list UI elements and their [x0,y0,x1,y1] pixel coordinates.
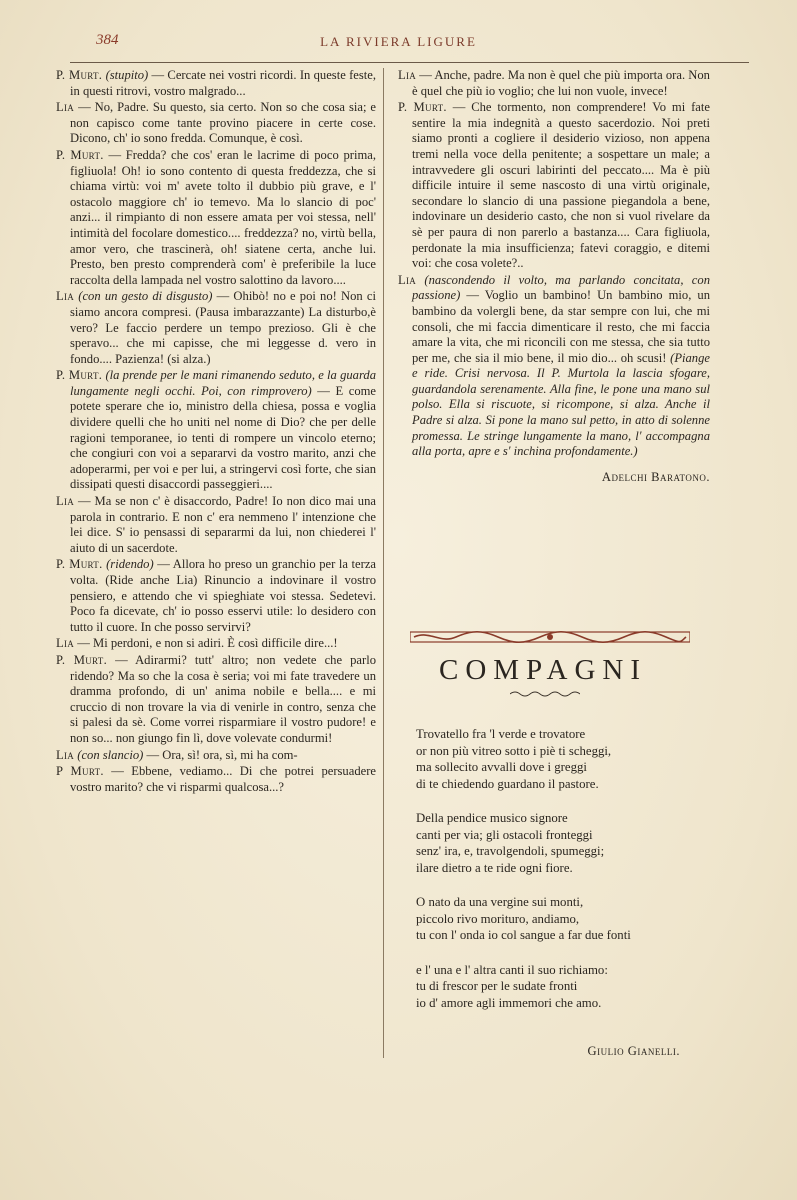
speech-block [56,557,376,635]
speech-block [56,100,376,147]
speech-text: — Ora, sì! ora, sì, mi ha com- [146,747,298,762]
speech-text: — No, Padre. Su questo, sia certo. Non so che cosa sia; e non capisco come tante provino piacere in certe cose. Dicono, ch' io sono fredda. Comunque, è così. [70,100,376,146]
speech-text: — Voglio un bambino! Un bambino mio, un bambino da volergli bene, da star sempre con lui, che mi consoli, che mi faccia dimenticare il resto, che mi faccia amare la vita, che mi riconcili con me stessa, che sia tutto per me, che sia il mio bene, il mio dio... oh scusi! [412,288,710,365]
ornament-band [410,628,690,646]
stage-direction: (la prende per le mani rimanendo seduto, e la guarda lungamente negli occhi. Poi, con rimprovero) [70,368,376,398]
speaker-name: P. Murt. [56,147,104,162]
speech-text: — Anche, padre. Ma non è quel che più importa ora. Non è quel che più io voglio; che lui non vuole, invece! [412,68,710,98]
speaker-name: P. Murt. [56,68,103,82]
page-header [40,32,757,54]
speech-block [56,653,376,747]
speech-text: — Allora ho preso un granchio per la terza volta. (Ride anche Lia) Rinuncio a indovinare il vostro pensiero, e attendo che vi spieghiate voi stessa. Sedetevi. Poco fa dicevate, ch' io posso esservi utile: lo desidero con tutto il cuore. In che posso servirvi? [70,557,376,634]
stage-direction: (ridendo) [106,557,154,572]
speech-text: — Fredda? che cos' eran le lacrime di poco prima, figliuola! Oh! io sono contento di questa freddezza, che si chiama virtù: voi m' avete tolto il dubbio più grave, e l' ostacolo maggiore ch' io temevo. Ma lo slancio di poc' anzi... il rimpianto di non essere amata per voi stessa, nell' intimità del focolare domestico.... freddezza? no, virtù bella, amor vero, che trascinerà, oh! siatene certa, anche lui. Presto, ben presto comprenderà com' è preferibile la luce raccolta della lampada nel vostro salottino da lavoro.... [70,147,376,287]
speaker-name: P. Murt. [398,100,447,115]
speaker-name: Lia [398,272,417,287]
poem-line: tu di frescor per le sudate fronti [416,979,578,993]
poem-line: senz' ira, e, travolgendoli, spumeggi; [416,844,605,858]
poem-line: ilare dietro a te ride ogni fiore. [416,860,573,875]
poem-line: piccolo rivo morituro, andiamo, [416,911,580,926]
poem-stanza [416,962,706,1012]
speech-block [56,636,376,652]
speech-text: — Mi perdoni, e non si adiri. È così difficile dire...! [77,636,338,651]
poem-line: O nato da una vergine sui monti, [416,895,584,909]
stage-direction: (con un gesto di disgusto) [78,289,213,304]
poem-line: or non più vitreo sotto i piè ti scheggi, [416,743,612,758]
header-rule [70,62,749,63]
speaker-name: P. Murt. [56,557,103,572]
stage-direction: (Piange e ride. Crisi nervosa. Il P. Murtola la lascia sfogare, guardandola serenamente. Alla fine, le pone una mano sul polso. Ella si riscuote, si ricompone, si alza. Anche il Padre si alza. Si pone la mano sul petto, in atto di solenne promessa. Le stringe lungamente la mano, l' accompagna alla porta, apre e s' inchina profondamente.) [412,350,710,459]
speaker-name: Lia [56,636,75,651]
poem-signature: Giulio Gianelli. [587,1044,680,1058]
poem-line: di te chiedendo guardano il pastore. [416,776,599,791]
poem-line: canti per via; gli ostacoli fronteggi [416,827,593,842]
speaker-name: Lia [56,100,75,115]
play-signature: Adelchi Baratono. [601,469,710,484]
page-number: 384 [96,32,119,48]
poem-line: Trovatello fra 'l verde e trovatore [416,727,586,741]
speaker-name: P. Murt. [56,652,108,667]
poem-line: io d' amore agli immemori che amo. [416,995,602,1010]
speech-block [56,764,376,795]
speaker-name: P Murt. [56,764,104,779]
left-column [56,68,376,796]
speech-text: — E come potete sperare che io, ministro della chiesa, possa e voglia dividere quelli che ho uniti nel nome di Dio? che per delle ragioni temporanee, io tenti di rompere un vincolo eterno; che congiuri con voi a separarvi da vostro marito, anzi che adoperarmi, per voi e per lui, a stringervi così forte, che sian dissipati questi disaccordi passeggieri.... [70,383,376,492]
speech-text: — Che tormento, non comprendere! Vo mi fate sentire la mia indegnità a questo sacerdozio. Noi preti siamo pronti a cogliere il desiderio vizioso, non appena tremi nella voce della penitente; a sospettare un male; a intravvedere gli oscuri labirinti del peccato.... Ma è più difficile intuire il seme nascosto di una virtù originale, secondare lo slancio di una passione piegandola a bene, indovinare un desiderio casto, che non si vuol rivelare da sè per paura di non parerlo a bastanza.... Cara figliuola, perdonate la mia insufficienza; fatevi coraggio, e ditemi voi: che cosa volete?.. [412,100,710,271]
speech-text: — Adirarmi? tutt' altro; non vedete che parlo ridendo? Ma so che la cosa è seria; voi mi fate travedere un dramma profondo, di un' anima nobile e bella.... e mi cruccio di non trovare la via di venirle in contro, senza che si palesi da sè. Come vorrei risparmiare il vostro pudore! e non so... non giungo fin lì, dove volevate condurmi! [70,652,376,745]
speaker-name: P. Murt. [56,368,103,383]
running-title: LA RIVIERA LIGURE [320,34,477,49]
speech-text: — Ohibò! no e poi no! Non ci siamo ancora compresi. (Pausa imbarazzante) La disturbo,è vero? Le faccio perdere un tempo prezioso. Gli è che speravo... che mi capisse, che mi leggesse d. vero in fondo.... Pazienza! (si alza.) [70,289,376,366]
speech-block [56,289,376,367]
speech-block [56,368,376,493]
speaker-name: Lia [398,68,417,82]
speaker-name: Lia [56,289,75,304]
poem-title: COMPAGNI [438,654,648,686]
speech-text: — Ma se non c' è disaccordo, Padre! Io non dico mai una parola in contrario. E non c' era nemmeno l' intenzione che lei dice. S' io pensassi di separarmi da lui, non chiederei l' aiuto di un sacerdote. [70,494,376,555]
speech-block [56,494,376,556]
poem-stanza [416,894,706,944]
speech-block [398,100,710,272]
speech-block [398,273,710,460]
poem-line: e l' una e l' altra canti il suo richiamo: [416,962,608,977]
poem-stanza [416,726,706,792]
title-flourish [510,690,580,698]
speech-block [56,148,376,288]
speech-block [56,748,376,764]
speaker-name: Lia [56,494,75,509]
poem-line: Della pendice musico signore [416,811,568,825]
column-divider [383,68,384,1058]
right-column [398,68,710,485]
poem-line: ma sollecito avvalli dove i greggi [416,760,587,774]
poem-line: tu con l' onda io col sangue a far due fonti [416,928,631,942]
speech-block [398,68,710,99]
speech-block [56,68,376,99]
poem-stanza [416,810,706,876]
stage-direction: (con slancio) [77,747,144,762]
speech-text: — Cercate nei vostri ricordi. In queste feste, in questi ritrovi, vostro malgrado... [70,68,376,98]
poem-body [416,726,706,1029]
stage-direction: (nascondendo il volto, ma parlando concitata, con passione) [412,272,710,303]
speaker-name: Lia [56,747,75,762]
speech-text: — Ebbene, vediamo... Di che potrei persuadere vostro marito? che vi risparmi qualcosa...? [70,764,376,794]
stage-direction: (stupito) [105,68,149,82]
